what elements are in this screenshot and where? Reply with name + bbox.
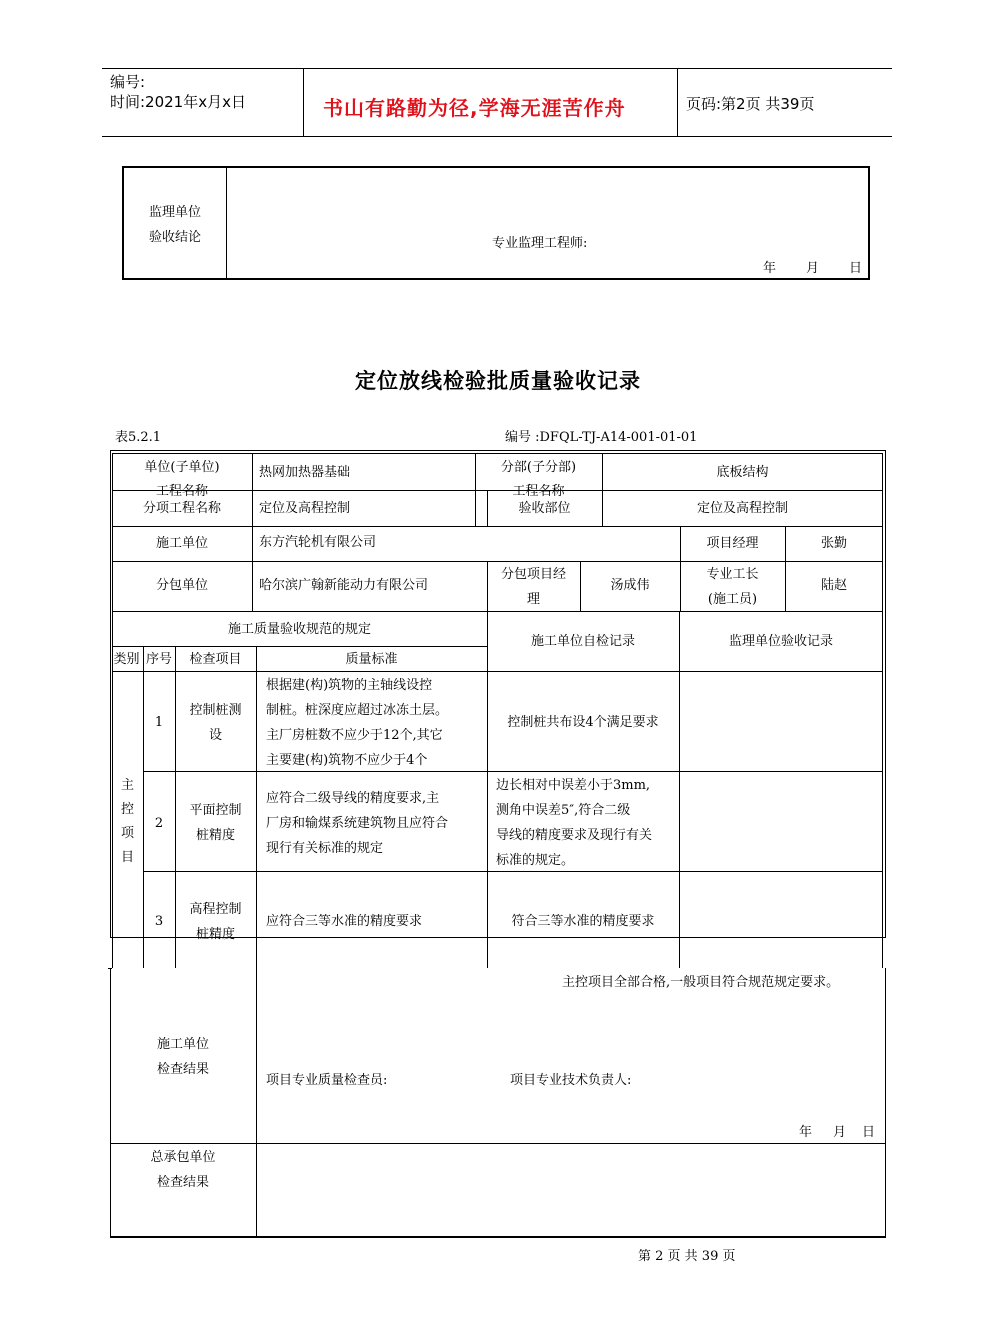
result-date-year: 年: [799, 1125, 813, 1140]
col-rule: [256, 968, 257, 1236]
result-date-day: 日: [862, 1125, 876, 1140]
row-item: 控制桩测: [189, 703, 242, 718]
pm-label: 项目经理: [706, 536, 759, 551]
row-self-check: 标准的规定。: [496, 853, 575, 868]
subcontractor-label: 分包单位: [155, 578, 208, 593]
result-table-corner: [108, 968, 112, 969]
contractor-result-text: 主控项目全部合格,一般项目符合规范规定要求。: [562, 975, 840, 990]
header-motto: 书山有路勤为径,学海无涯苦作舟: [323, 96, 626, 120]
col-standard: 质量标准: [345, 652, 398, 667]
subitem-value: 定位及高程控制: [259, 501, 351, 516]
category-char: 项: [120, 826, 134, 841]
sub-pm-label-line2: 理: [526, 592, 540, 607]
row-item: 桩精度: [195, 927, 235, 942]
supervision-check-header: 监理单位验收记录: [728, 634, 833, 649]
header-time-label: 时间:2021年x月x日: [110, 93, 246, 111]
category-char: 目: [120, 850, 134, 865]
row-seq: 3: [154, 914, 164, 929]
row-standard: 应符合三等水准的精度要求: [266, 914, 423, 929]
supervision-date-day: 日: [849, 261, 863, 276]
supervision-box-frame: [122, 166, 870, 280]
result-date-month: 月: [833, 1125, 847, 1140]
header-divider: [303, 68, 304, 136]
row-rule: [110, 1143, 886, 1144]
quality-inspector-label: 项目专业质量检查员:: [266, 1073, 388, 1088]
result-table-frame: [110, 968, 886, 1238]
record-serial: 编号 :DFQL-TJ-A14-001-01-01: [505, 430, 698, 445]
supervision-engineer-label: 专业监理工程师:: [492, 236, 588, 251]
header-top-rule: [102, 68, 892, 69]
supervision-date-year: 年: [763, 261, 777, 276]
supervision-date-month: 月: [806, 261, 820, 276]
row-self-check: 导线的精度要求及现行有关: [496, 828, 653, 843]
row-item: 桩精度: [195, 828, 235, 843]
gc-result-label-line1: 总承包单位: [150, 1150, 216, 1165]
contractor-label: 施工单位: [155, 536, 208, 551]
subcontractor-value: 哈尔滨广翰新能动力有限公司: [259, 578, 429, 593]
contractor-value: 东方汽轮机有限公司: [259, 535, 377, 550]
subdivision-value: 底板结构: [716, 465, 769, 480]
row-standard: 根据建(构)筑物的主轴线设控: [266, 678, 433, 693]
row-standard: 应符合二级导线的精度要求,主: [266, 791, 440, 806]
row-self-check: 边长相对中误差小于3mm,: [496, 778, 651, 793]
sub-pm-label-line1: 分包项目经: [500, 567, 566, 582]
row-item: 平面控制: [189, 803, 242, 818]
row-seq: 2: [154, 816, 164, 831]
gc-result-label-line2: 检查结果: [156, 1175, 209, 1190]
category-char: 主: [120, 778, 134, 793]
foreman-label-line2: (施工员): [707, 592, 758, 607]
header-bottom-rule: [102, 136, 892, 137]
col-category: 类别: [113, 652, 140, 667]
spec-header: 施工质量验收规范的规定: [227, 622, 371, 637]
header-divider: [677, 68, 678, 136]
row-standard: 现行有关标准的规定: [266, 841, 384, 856]
unit-name-label: 单位(子单位): [144, 460, 220, 475]
page-footer: 第 2 页 共 39 页: [638, 1249, 736, 1264]
row-self-check: 符合三等水准的精度要求: [511, 914, 655, 929]
subitem-label: 分项工程名称: [142, 501, 221, 516]
row-item: 高程控制: [189, 902, 242, 917]
unit-name-value: 热网加热器基础: [259, 465, 351, 480]
tech-lead-label: 项目专业技术负责人:: [510, 1073, 632, 1088]
supervision-box-divider: [226, 168, 227, 279]
row-seq: 1: [154, 715, 164, 730]
col-seq: 序号: [145, 652, 172, 667]
supervision-label-line1: 监理单位: [148, 205, 201, 220]
subdivision-label-clipped: 工程名称: [512, 484, 565, 499]
row-item: 设: [208, 728, 222, 743]
supervision-label-line2: 验收结论: [148, 230, 201, 245]
subdivision-label: 分部(子分部): [500, 460, 577, 475]
self-check-header: 施工单位自检记录: [530, 634, 635, 649]
row-standard: 厂房和输煤系统建筑物且应符合: [266, 816, 449, 831]
table-number: 表5.2.1: [115, 430, 162, 445]
acceptance-part-value: 定位及高程控制: [696, 501, 788, 516]
row-self-check: 测角中误差5″,符合二级: [496, 803, 631, 818]
col-rule: [679, 611, 680, 968]
col-item: 检查项目: [189, 652, 242, 667]
col-rule: [256, 646, 257, 968]
sub-pm-value: 汤成伟: [610, 578, 650, 593]
col-rule: [252, 453, 253, 611]
row-rule: [143, 771, 883, 772]
row-rule: [112, 526, 883, 527]
row-standard: 主厂房桩数不应少于12个,其它: [266, 728, 443, 743]
record-title: 定位放线检验批质量验收记录: [355, 369, 641, 393]
header-page-label: 页码:第2页 共39页: [686, 95, 815, 113]
contractor-result-label-line1: 施工单位: [156, 1037, 209, 1052]
foreman-label-line1: 专业工长: [706, 567, 759, 582]
header-number-label: 编号:: [110, 73, 146, 91]
contractor-result-label-line2: 检查结果: [156, 1062, 209, 1077]
pm-value: 张勤: [820, 536, 847, 551]
acceptance-part-label: 验收部位: [518, 501, 571, 516]
foreman-value: 陆赵: [820, 578, 847, 593]
row-standard: 制桩。桩深度应超过冰冻土层。: [266, 703, 449, 718]
unit-name-label-clipped: 工程名称: [155, 484, 208, 499]
category-char: 控: [120, 802, 134, 817]
row-self-check: 控制桩共布设4个满足要求: [507, 715, 659, 730]
row-standard: 主要建(构)筑物不应少于4个: [266, 753, 428, 768]
